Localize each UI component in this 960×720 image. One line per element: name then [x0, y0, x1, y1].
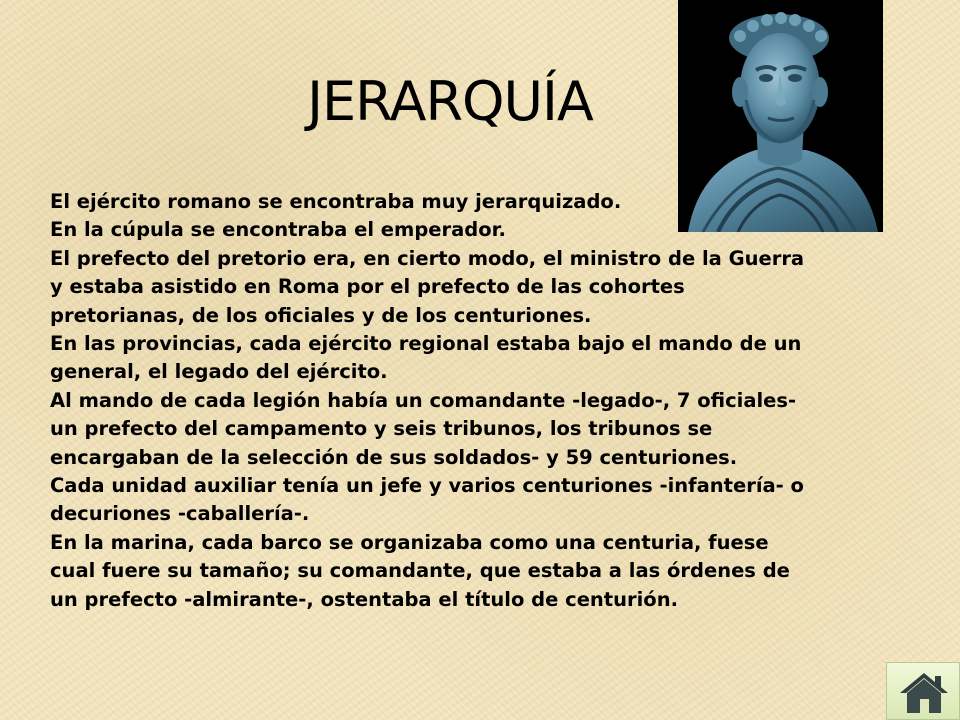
paragraph-2: En la cúpula se encontraba el emperador.	[50, 218, 506, 242]
slide-title: JERARQUÍA	[307, 70, 593, 133]
paragraph-5: Al mando de cada legión había un comandante -legado-, 7 oficiales- un prefecto del campamento y seis tribunos, los tribunos se encargaban de la selección de sus soldados- y 59 centuriones.	[50, 388, 797, 469]
paragraph-7: En la marina, cada barco se organizaba como una centuria, fuese cual fuere su tamaño; su comandante, que estaba a las órdenes de un prefecto -almirante-, ostentaba el título de centurión.	[50, 530, 790, 611]
paragraph-1: El ejército romano se encontraba muy jerarquizado.	[50, 190, 622, 213]
home-button[interactable]	[886, 662, 960, 720]
paragraph-3: El prefecto del pretorio era, en cierto modo, el ministro de la Guerra y estaba asistido en Roma por el prefecto de las cohortes pretorianas, de los oficiales y de los centuriones.	[50, 246, 805, 327]
body-text	[50, 188, 810, 614]
paragraph-6: Cada unidad auxiliar tenía un jefe y varios centuriones -infantería- o decuriones -caballería-.	[50, 474, 804, 526]
paragraph-4: En las provincias, cada ejército regional estaba bajo el mando de un general, el legado del ejército.	[50, 332, 802, 384]
home-icon	[897, 669, 951, 715]
